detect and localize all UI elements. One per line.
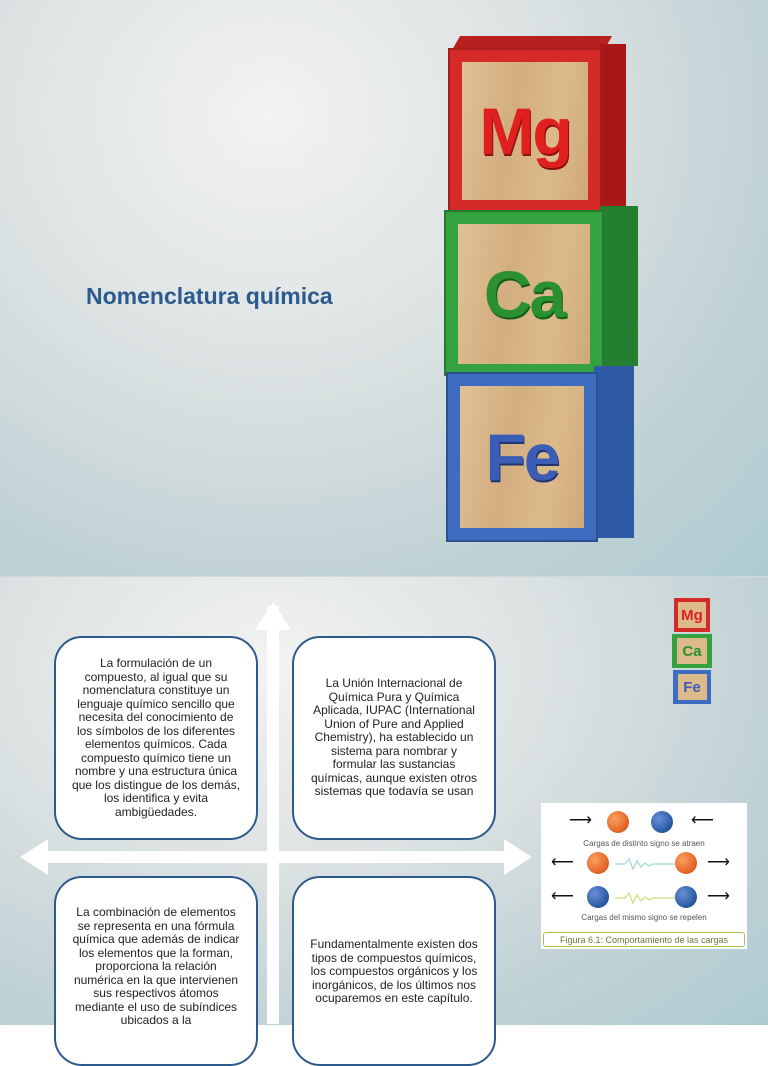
arrow-left-icon: ⟵ — [551, 888, 574, 905]
mini-block-fe — [673, 670, 711, 704]
mini-block-ca — [672, 634, 712, 668]
negative-charge-icon — [651, 811, 673, 833]
block-ca-symbol: Ca — [483, 257, 565, 331]
text-box-combinacion — [54, 876, 258, 1066]
horizontal-arrow-right-head — [504, 839, 532, 875]
block-fe — [446, 366, 636, 546]
arrow-right-icon: ⟶ — [569, 812, 592, 829]
text-box-formulacion — [54, 636, 258, 840]
mini-block-ca-symbol: Ca — [682, 642, 702, 660]
block-mg-symbol: Mg — [479, 94, 571, 168]
negative-charge-icon — [675, 886, 697, 908]
text-box-formulacion-text: La formulación de un compuesto, al igual que su nomenclatura constituye un lenguaje químico sencillo que necesita del conocimiento de los símbolos de los diferentes elementos químicos. Cada compuesto químico tiene un nombre y una estructura única que los distingue de los demás, los identifica y evita ambigüedades. — [71, 656, 241, 819]
page-title: Nomenclatura química — [86, 283, 333, 309]
text-box-iupac-text: La Unión Internacional de Química Pura y Química Aplicada, IUPAC (International Union of Pure and Applied Chemistry), ha establecido un sistema para nombrar y formular las sustancias químicas, aunque existen otros sistemas que todavía se usan — [310, 676, 478, 799]
mini-block-mg-symbol: Mg — [681, 606, 703, 624]
label-attract: Cargas de distinto signo se atraen — [583, 839, 705, 848]
arrow-left-icon: ⟵ — [691, 812, 714, 829]
text-box-combinacion-text: La combinación de elementos se representa en una fórmula química que además de indicar los elementos que la forman, proporciona la relación numérica en la que intervienen sus respectivos átomos mediante el uso de subíndices ubicados a la — [72, 905, 240, 1027]
arrow-right-icon: ⟶ — [707, 854, 730, 871]
text-box-iupac — [292, 636, 496, 840]
block-ca — [444, 206, 642, 378]
vertical-arrow-head — [255, 602, 291, 630]
horizontal-axis-arrow — [44, 851, 510, 863]
vertical-axis-arrow — [267, 606, 279, 1024]
arrow-right-icon: ⟶ — [707, 888, 730, 905]
block-mg — [448, 36, 628, 216]
figure-caption: Figura 6.1: Comportamiento de las cargas — [543, 932, 745, 947]
positive-charge-icon — [587, 852, 609, 874]
positive-charge-icon — [607, 811, 629, 833]
arrow-left-icon: ⟵ — [551, 854, 574, 871]
label-repel: Cargas del mismo signo se repelen — [581, 913, 707, 922]
repel-wave-icon — [615, 891, 675, 905]
positive-charge-icon — [675, 852, 697, 874]
negative-charge-icon — [587, 886, 609, 908]
mini-block-stack — [672, 598, 714, 708]
mini-block-fe-symbol: Fe — [683, 678, 701, 696]
block-fe-symbol: Fe — [485, 420, 559, 494]
text-box-tipos — [292, 876, 496, 1066]
charges-figure — [541, 803, 747, 949]
mini-block-mg — [674, 598, 710, 632]
horizontal-arrow-left-head — [20, 839, 48, 875]
repel-wave-icon — [615, 857, 675, 871]
text-box-tipos-text: Fundamentalmente existen dos tipos de compuestos químicos, los compuestos orgánicos y los inorgánicos, de los últimos nos ocuparemos en este capítulo. — [310, 937, 478, 1005]
